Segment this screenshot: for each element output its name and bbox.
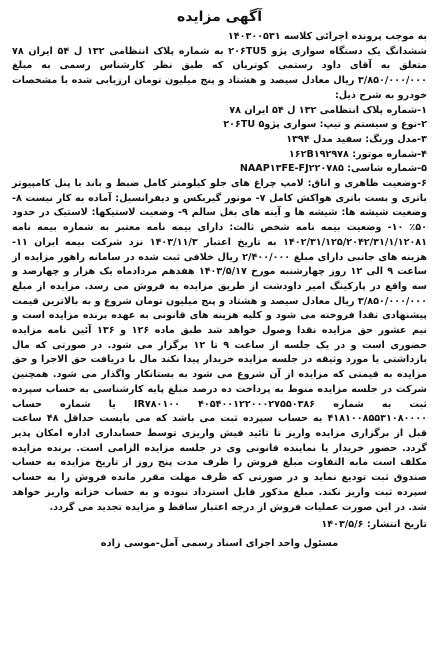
intro-paragraph: ششدانگ یک دستگاه سواری پژو ۲۰۶TU5 به شماره پلاک انتظامی ۱۳۲ ل ۵۴ ایران ۷۸ متعلق به آقای داود رستمی کوتریان که طبق نظر کارشناس رسمی به مبلغ ۳/۸۵۰/۰۰۰/۰۰۰ ریال معادل سیصد و هشتاد و پنج میلیون تومان ارزیابی شده با مشخصات خودرو به شرح ذیل: <box>12 45 427 101</box>
publish-date-label: تاریخ انتشار: <box>366 519 427 531</box>
spec-type: ۲-نوع و سیستم و تیپ: سواری پژو۵ ۲۰۶TU <box>223 119 427 131</box>
publish-date-row <box>12 517 427 532</box>
spec-plate: ۱-شماره پلاک انتظامی ۱۳۲ ل ۵۴ ایران ۷۸ <box>229 104 427 116</box>
notice-title: آگهی مزایده <box>176 9 262 25</box>
conditions-paragraph: ۶-وضعیت ظاهری و اتاق: لامپ چراغ های جلو کیلومتر کامل ضبط و باند با پنل کامپیوتر باتری و بست باتری هواکش کامل ۷- موتور گیربکس و دیفرانسیل: آماده به کار نیست ۸- وضعیت شیشه ها: شیشه ها و آینه های بغل سالم ۹- وضعیت لاستیکها: لاستیک در حدود ۵۰٪ ۱۰- وضعیت بیمه نامه شخص ثالث: دارای بیمه نامه معتبر به شماره بیمه نامه ۱۴۰۲/۳۱/۱۲۵/۲۰۴۲/۳۱/۱/۱۲۰۸۱ به تاریخ اعتبار ۱۴۰۳/۱۱/۳ نزد شرکت بیمه ایران ۱۱- هزینه های جانبی دارای مبلغ ۲/۴۰۰/۰۰۰ ریال خلافی ثبت شده در سامانه راهور مزایده از ساعت ۹ الی ۱۲ روز چهارشنبه مورخ ۱۴۰۳/۵/۱۷ هفدهم مردادماه یک هزار و چهارصد و سه واقع در پارکینگ امیر داودشت از طریق مزایده به فروش می رسد. مزایده از مبلغ ۳/۸۵۰/۰۰۰/۰۰۰ ریال معادل سیصد و هشتاد و پنج میلیون تومان شروع و به بالاترین قیمت پیشنهادی نقدا فروخته می شود و کلیه هزینه های قانونی به عهده برنده مزایده است و نیم عشور حق مزایده نقدا وصول خواهد شد طبق ماده ۱۲۶ و ۱۳۶ آئین نامه مزایده حضوری است و در یک جلسه از ساعت ۹ تا ۱۲ برگزار می شود. در صورتی که مال بازداشتی یا مورد وثیقه در جلسه مزایده خریدار پیدا نکند مال با دریافت حق الاجرا و حق مزایده به قیمتی که مزایده از آن شروع می شود به بستانکار واگذار می شود. همچنین شرکت در جلسه مزایده منوط به پرداخت ده درصد مبلغ پایه کارشناسی به حساب سپرده ثبت به شماره ۴۰۵۴۰۰۱۲۲۰۰۰۲۷۵۵۰۳۸۶ IR۷۸۰۱۰۰ یا شماره حساب ۴۱۸۱۰۰۸۵۵۳۱۰۸۰۰۰۰ به حساب سپرده ثبت می باشد که می بایست حداقل ۴۸ ساعت قبل از برگزاری مزایده واریز تا تائید فیش واریزی توسط حسابداری اداره امکان پذیر گردد. حضور خریدار یا نماینده قانونی وی در جلسه مزایده الزامی است. برنده مزایده مکلف است مابه التفاوت مبلغ فروش را ظرف مدت پنج روز از تاریخ مزایده به حساب صندوق ثبت تودیع نماید و در صورتی که ظرف مهلت مقرر مانده فروش را به حساب سپرده ثبت واریز نکند. مبلغ مذکور قابل استرداد نبوده و به حساب خزانه واریز خواهد شد. در این صورت عملیات فروش از درجه اعتبار ساقط و مزایده تجدید می گردد. <box>12 178 428 513</box>
notice-body <box>12 30 427 515</box>
publish-date-value: ۱۴۰۳/۵/۶ <box>321 519 364 531</box>
spec-model-color: ۳-مدل ورنگ: سفید مدل ۱۳۹۴ <box>286 133 427 145</box>
spec-chassis-number: ۵-شماره شاسی: NAAP۱۳FE-FJ۲۲۰۷۸۵ <box>239 163 427 175</box>
spec-engine-number: ۴-شماره موتور: ۱۶۲B۱۹۲۹۷۸ <box>288 148 427 160</box>
case-number-line: به موجب پرونده اجرائی کلاسه ۱۴۰۳۰۰۵۳۱ <box>227 31 427 42</box>
signature: مسئول واحد اجرای اسناد رسمی آمل-موسی زاده <box>100 538 339 550</box>
